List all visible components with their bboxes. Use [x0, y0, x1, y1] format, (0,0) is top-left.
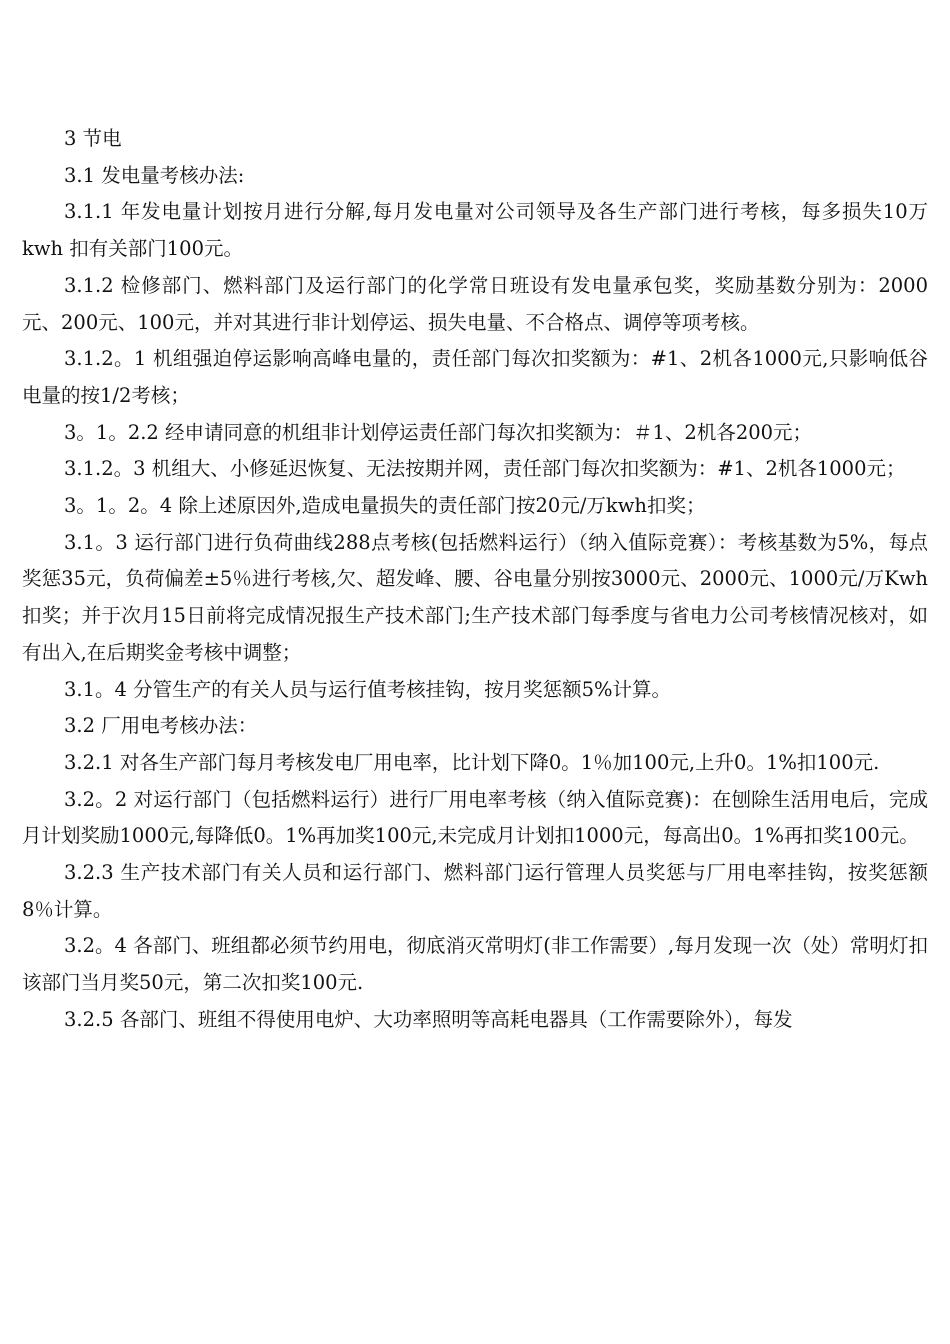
paragraph: 3.2。4 各部门、班组都必须节约用电，彻底消灭常明灯(非工作需要）,每月发现一次（处）常明灯扣该部门当月奖50元，第二次扣奖100元. — [22, 934, 928, 995]
document-body — [22, 121, 928, 1039]
paragraph: 3.1.2。1 机组强迫停运影响高峰电量的，责任部门每次扣奖额为：#1、2机各1000元,只影响低谷电量的按1/2考核； — [22, 347, 928, 407]
paragraph: 3.1.2 检修部门、燃料部门及运行部门的化学常日班设有发电量承包奖，奖励基数分别为：2000元、200元、100元，并对其进行非计划停运、损失电量、不合格点、调停等项考核。 — [22, 273, 928, 334]
subsection-heading: 3.2 厂用电考核办法： — [64, 714, 258, 738]
paragraph: 3.1。4 分管生产的有关人员与运行值考核挂钩，按月奖惩额5%计算。 — [64, 677, 672, 701]
section-heading: 3 节电 — [64, 127, 122, 150]
paragraph: 3.2.1 对各生产部门每月考核发电厂用电率，比计划下降0。1％加100元,上升0。1%扣100元. — [64, 750, 880, 774]
paragraph: 3。1。2。4 除上述原因外,造成电量损失的责任部门按20元/万kwh扣奖； — [64, 494, 706, 518]
paragraph: 3。1。2.2 经申请同意的机组非计划停运责任部门每次扣奖额为：＃1、2机各200元； — [64, 420, 813, 444]
paragraph: 3.2.5 各部门、班组不得使用电炉、大功率照明等高耗电器具（工作需要除外），每发 — [64, 1007, 793, 1031]
paragraph: 3.1.2。3 机组大、小修延迟恢复、无法按期并网，责任部门每次扣奖额为：#1、2机各1000元； — [64, 457, 906, 481]
subsection-heading: 3.1 发电量考核办法: — [64, 163, 245, 187]
paragraph: 3.2。2 对运行部门（包括燃料运行）进行厂用电率考核（纳入值际竞赛)：在刨除生活用电后，完成月计划奖励1000元,每降低0。1%再加奖100元,未完成月计划扣1000元，每高出0。1%再扣奖100元。 — [22, 787, 928, 848]
paragraph: 3.1。3 运行部门进行负荷曲线288点考核(包括燃料运行）（纳入值际竞赛）：考核基数为5%，每点奖惩35元，负荷偏差±5％进行考核,欠、超发峰、腰、谷电量分别按3000元、2000元、1000元/万Kwh扣奖；并于次月15日前将完成情况报生产技术部门;生产技术部门每季度与省电力公司考核情况核对，如有出入,在后期奖金考核中调整； — [22, 530, 928, 664]
paragraph: 3.2.3 生产技术部门有关人员和运行部门、燃料部门运行管理人员奖惩与厂用电率挂钩，按奖惩额8％计算。 — [22, 861, 928, 921]
paragraph: 3.1.1 年发电量计划按月进行分解,每月发电量对公司领导及各生产部门进行考核，每多损失10万kwh 扣有关部门100元。 — [22, 200, 928, 261]
